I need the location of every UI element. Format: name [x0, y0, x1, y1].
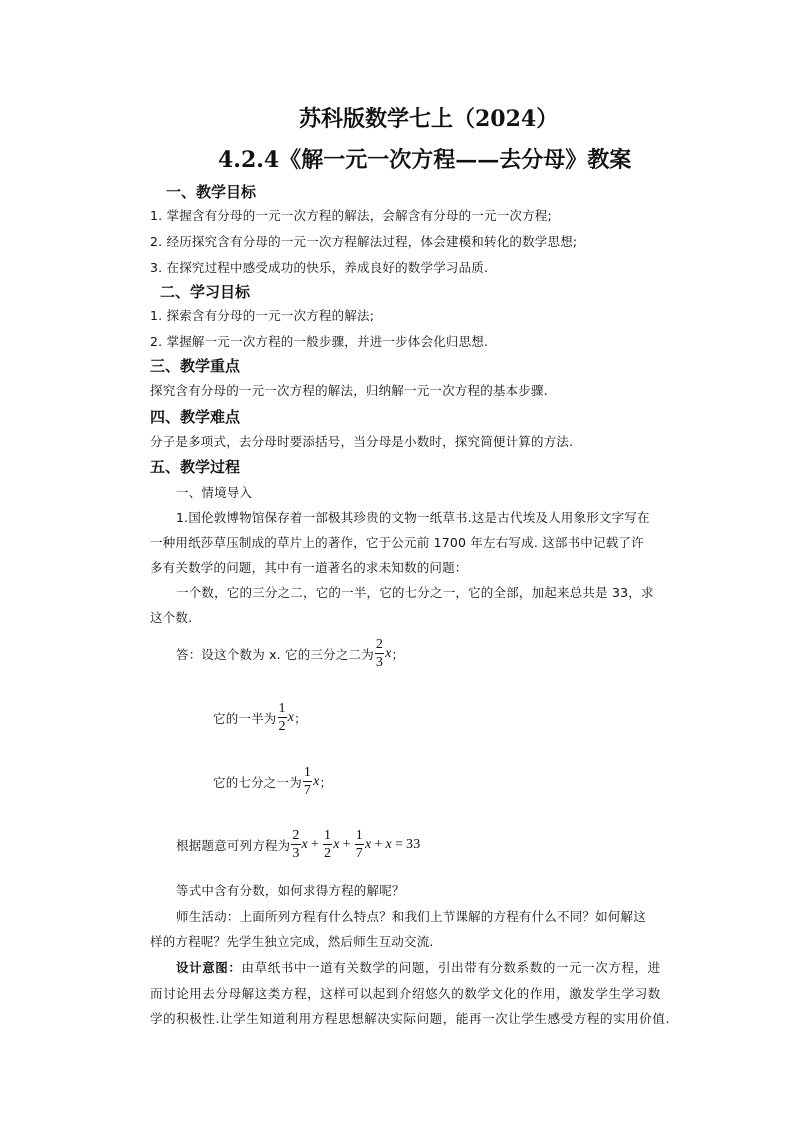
- list-item: 1. 探索含有分母的一元一次方程的解法;: [150, 308, 375, 323]
- fraction-numerator: 1: [324, 828, 332, 843]
- fraction-half: [323, 828, 332, 861]
- paragraph-line: 这个数.: [150, 610, 193, 625]
- answer-line: [176, 637, 404, 670]
- half-line: [213, 701, 307, 734]
- fraction-denominator: 3: [375, 655, 384, 670]
- variable-x: x: [385, 836, 392, 852]
- section-text-difficulties: 分子是多项式，去分母时要添括号，当分母是小数时，探究简便计算的方法.: [150, 434, 574, 449]
- design-intent-line: 学的积极性.让学生知道利用方程思想解决实际问题，能再一次让学生感受方程的实用价值.: [150, 1011, 671, 1026]
- list-item: 2. 掌握解一元一次方程的一般步骤，并进一步体会化归思想.: [150, 334, 489, 349]
- fraction-seventh: [303, 765, 312, 798]
- question-line: 等式中含有分数，如何求得方程的解呢？: [176, 883, 405, 898]
- fraction-numerator: 2: [375, 637, 384, 652]
- list-item: 3. 在探究过程中感受成功的快乐，养成良好的数学学习品质.: [150, 260, 489, 275]
- paragraph-line: 多有关数学的问题，其中有一道著名的求未知数的问题：: [150, 560, 468, 575]
- fraction-denominator: 7: [303, 783, 312, 798]
- fraction-denominator: 3: [292, 846, 300, 861]
- answer-label: 答：设这个数为 x. 它的三分之二为: [176, 646, 374, 662]
- semicolon: ；: [319, 774, 333, 790]
- fraction-two-thirds: [375, 637, 384, 670]
- subheading-intro: 一、情境导入: [176, 485, 253, 500]
- plus-sign: +: [342, 836, 351, 852]
- paragraph-line: 1.国伦敦博物馆保存着一部极其珍贵的文物一纸草书.这是古代埃及人用象形文字写在: [176, 510, 650, 525]
- seventh-label: 它的七分之一为: [213, 774, 302, 790]
- paragraph-line: 一种用纸莎草压制成的草片上的著作，它于公元前 1700 年左右写成. 这部书中记载了许: [150, 535, 644, 550]
- design-intent-text: 由草纸书中一道有关数学的问题，引出带有分数系数的一元一次方程，进: [241, 960, 661, 975]
- variable-x: x: [364, 836, 372, 852]
- fraction-denominator: 2: [278, 719, 286, 734]
- variable-x: x: [313, 773, 320, 789]
- activity-line: 师生活动：上面所列方程有什么特点？和我们上节课解的方程有什么不同？如何解这: [176, 909, 646, 924]
- fraction-numerator: 1: [355, 828, 363, 843]
- doc-subtitle: 4.2.4《解一元一次方程——去分母》教案: [218, 147, 632, 173]
- variable-x: x: [287, 709, 295, 725]
- section-heading-learning-goals: 二、学习目标: [160, 283, 251, 301]
- fraction-denominator: 2: [324, 846, 332, 861]
- semicolon: ；: [391, 646, 405, 662]
- plus-sign: +: [374, 836, 383, 852]
- seventh-line: [213, 765, 332, 798]
- fraction-numerator: 1: [303, 765, 312, 780]
- design-intent-line: [176, 958, 661, 976]
- variable-x: x: [301, 836, 308, 852]
- paragraph-line: 一个数，它的三分之二，它的一半，它的七分之一，它的全部，加起来总共是 33，求: [176, 585, 654, 600]
- section-text-key-points: 探究含有分母的一元一次方程的解法，归纳解一元一次方程的基本步骤.: [150, 383, 548, 398]
- equation-line: [176, 828, 420, 861]
- activity-line: 样的方程呢？先学生独立完成，然后师生互动交流.: [150, 934, 434, 949]
- fraction-denominator: 7: [355, 846, 363, 861]
- section-heading-process: 五、教学过程: [150, 458, 241, 476]
- fraction-numerator: 1: [278, 701, 286, 716]
- fraction-two-thirds: [291, 828, 300, 861]
- fraction-half: [278, 701, 287, 734]
- section-heading-key-points: 三、教学重点: [150, 357, 241, 375]
- half-label: 它的一半为: [213, 710, 277, 726]
- list-item: 1. 掌握含有分母的一元一次方程的解法，会解含有分母的一元一次方程;: [150, 208, 552, 223]
- section-heading-difficulties: 四、教学难点: [150, 408, 241, 426]
- equals-sign: =: [394, 836, 404, 852]
- doc-title: 苏科版数学七上（2024）: [299, 106, 559, 132]
- list-item: 2. 经历探究含有分母的一元一次方程解法过程，体会建模和转化的数学思想;: [150, 234, 578, 249]
- variable-x: x: [333, 836, 340, 852]
- fraction-seventh: [355, 828, 364, 861]
- equation-rhs: 33: [406, 836, 421, 852]
- plus-sign: +: [310, 836, 320, 852]
- design-intent-line: 而讨论用去分母解这类方程，这样可以起到介绍悠久的数学文化的作用，激发学生学习数: [150, 986, 661, 1001]
- equation-label: 根据题意可列方程为: [176, 837, 291, 853]
- variable-x: x: [385, 645, 392, 661]
- fraction-numerator: 2: [292, 828, 300, 843]
- design-intent-label: 设计意图：: [176, 960, 242, 975]
- section-heading-teaching-goals: 一、教学目标: [166, 183, 257, 201]
- semicolon: ；: [294, 710, 307, 726]
